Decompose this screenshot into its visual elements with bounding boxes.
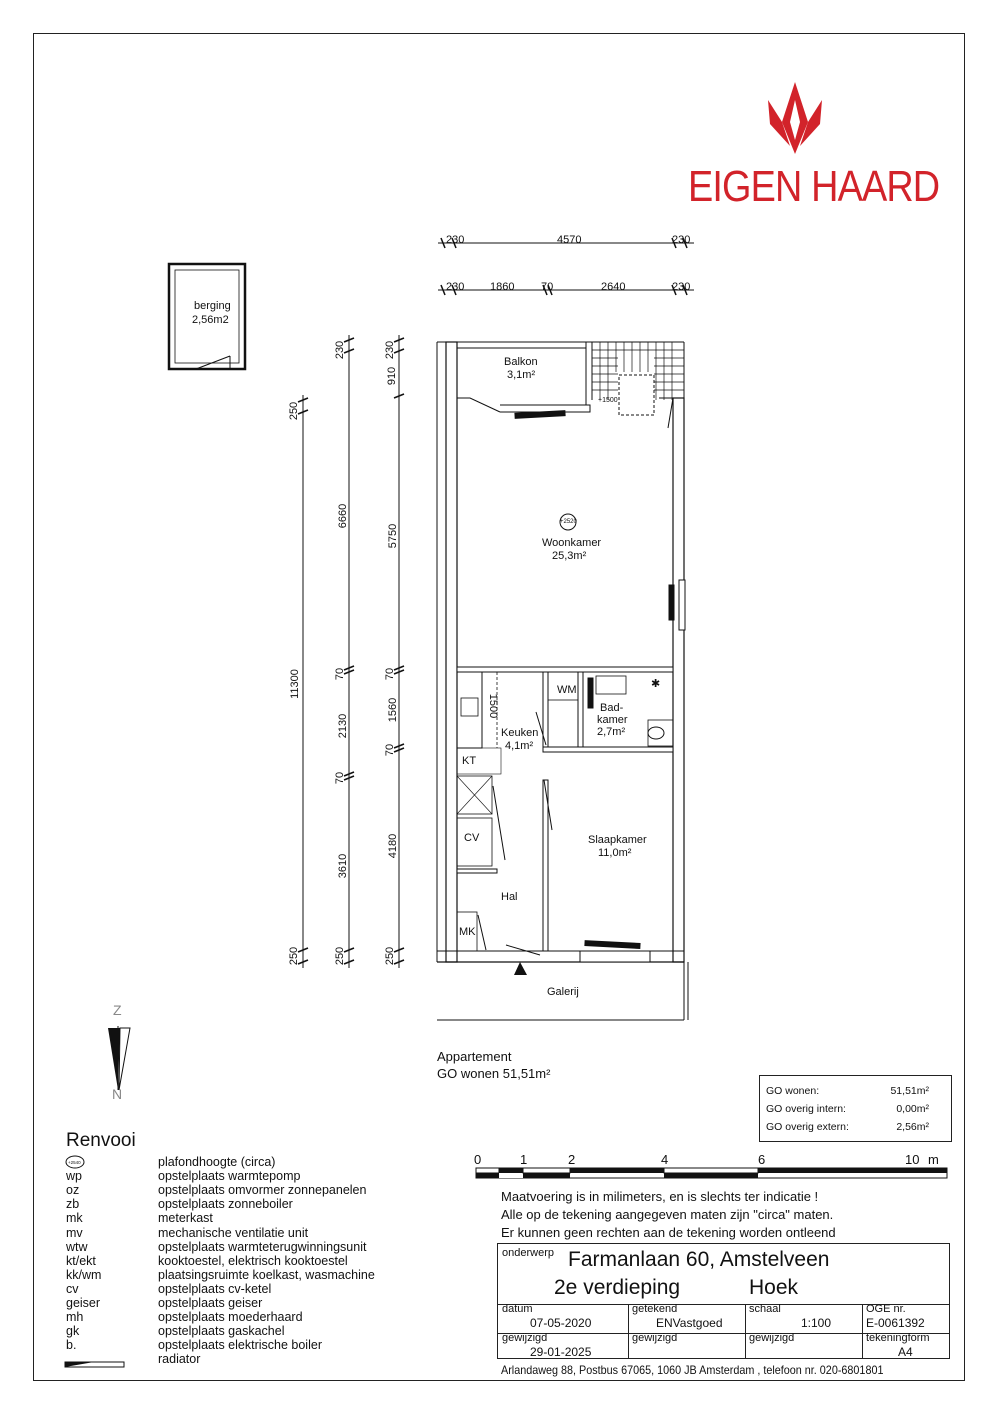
kt-label: KT <box>462 755 477 767</box>
dim-left3-f: 70 <box>384 743 397 757</box>
renvooi-desc: opstelplaats elektrische boiler <box>158 1338 322 1353</box>
area-summary <box>759 1075 952 1142</box>
mk-label: MK <box>459 926 476 938</box>
renvooi-desc: opstelplaats warmteterugwinningsunit <box>158 1239 367 1254</box>
dim-top2-d: 2640 <box>601 281 626 293</box>
dim-left2-f: 3610 <box>337 853 350 879</box>
radiator-icon <box>64 1360 126 1370</box>
scale-tick-10: 10 <box>905 1152 920 1167</box>
oge-label: OGE nr. <box>866 1303 906 1315</box>
scale-tick-2: 2 <box>568 1152 576 1167</box>
renvooi-code: b. <box>66 1338 77 1353</box>
datum-label: datum <box>502 1303 533 1315</box>
ceiling-height: +2520 <box>560 519 577 525</box>
summary-value: 51,51m² <box>890 1085 929 1097</box>
brand-name: EIGEN HAARD <box>688 162 940 211</box>
dim-left1-c: 250 <box>288 946 301 966</box>
compass-bottom: N <box>112 1086 123 1102</box>
slaapkamer-label: Slaapkamer <box>588 834 647 846</box>
storage-label: berging <box>194 300 231 312</box>
woonkamer-area: 25,3m² <box>552 550 587 562</box>
renvooi-code: wp <box>66 1169 82 1184</box>
schaal-label: schaal <box>749 1303 781 1315</box>
dim-left3-d: 70 <box>384 667 397 681</box>
scale-tick-4: 4 <box>661 1152 669 1167</box>
renvooi-desc: opstelplaats warmtepomp <box>158 1169 301 1184</box>
storage-area: 2,56m2 <box>192 314 229 326</box>
summary-label: GO overig intern: <box>766 1103 846 1115</box>
gewijzigd-value: 29-01-2025 <box>530 1345 592 1359</box>
renvooi-code: kt/ekt <box>66 1253 96 1268</box>
renvooi-desc: opstelplaats moederhaard <box>158 1310 303 1325</box>
getekend-value: ENVastgoed <box>656 1316 723 1330</box>
address: Farmanlaan 60, Amstelveen <box>568 1248 830 1271</box>
dim-top1-a: 230 <box>446 234 465 246</box>
scale-tick-1: 1 <box>520 1152 528 1167</box>
scale-tick-6: 6 <box>758 1152 766 1167</box>
badkamer-label-1: Bad- <box>600 702 624 714</box>
dim-top2-a: 230 <box>446 281 465 293</box>
ceiling-height-icon <box>64 1154 86 1170</box>
dim-left3-c: 5750 <box>387 523 400 549</box>
renvooi-title: Renvooi <box>66 1130 136 1151</box>
renvooi-desc: opstelplaats geiser <box>158 1296 263 1310</box>
renvooi-desc: opstelplaats zonneboiler <box>158 1197 293 1212</box>
disclaimer-line-2: Alle op de tekening aangegeven maten zijn "circa" maten. <box>501 1207 834 1222</box>
dim-left1-b: 11300 <box>288 669 301 699</box>
scale-bar <box>470 1150 960 1190</box>
gewijzigd3-label: gewijzigd <box>749 1332 795 1344</box>
dim-left2-d: 2130 <box>337 713 350 739</box>
disclaimer-line-3: Er kunnen geen rechten aan de tekening worden ontleend <box>501 1225 836 1240</box>
building-type: Hoek <box>749 1276 799 1299</box>
summary-row <box>766 1103 929 1115</box>
renvooi-code: gk <box>66 1324 80 1339</box>
dim-left2-g: 250 <box>334 946 347 966</box>
galerij-label: Galerij <box>547 986 579 998</box>
summary-label: GO wonen: <box>766 1085 820 1097</box>
dim-top2-e: 230 <box>672 281 691 293</box>
balkon-label: Balkon <box>504 356 538 368</box>
balkon-area: 3,1m² <box>507 369 536 381</box>
renvooi-code: mh <box>66 1310 84 1325</box>
dim-left3-h: 250 <box>384 946 397 966</box>
apartment-type: Appartement <box>437 1049 512 1064</box>
gewijzigd2-label: gewijzigd <box>632 1332 678 1344</box>
renvooi-code: mk <box>66 1211 83 1226</box>
onderwerp-label: onderwerp <box>502 1247 554 1259</box>
summary-row <box>766 1085 929 1097</box>
dim-left2-c: 70 <box>334 667 347 681</box>
renvooi-desc: plaatsingsruimte koelkast, wasmachine <box>158 1267 375 1282</box>
renvooi-desc: opstelplaats omvormer zonnepanelen <box>158 1183 367 1198</box>
dim-left3-e: 1560 <box>387 697 400 723</box>
dim-left2-a: 230 <box>334 340 347 360</box>
renvooi-desc: opstelplaats gaskachel <box>158 1324 285 1339</box>
dim-top1-c: 230 <box>672 234 691 246</box>
compass-top: Z <box>113 1002 122 1018</box>
renvooi-desc: opstelplaats cv-ketel <box>158 1281 272 1296</box>
bathroom-fan-symbol: ✱ <box>651 678 661 690</box>
oge-value: E-0061392 <box>866 1316 925 1330</box>
wm-label: WM <box>557 684 577 696</box>
schaal-value: 1:100 <box>801 1316 832 1330</box>
renvooi-code: geiser <box>66 1296 101 1310</box>
dim-top2-b: 1860 <box>490 281 515 293</box>
slaapkamer-area: 11,0m² <box>598 847 632 859</box>
keuken-label: Keuken <box>501 727 539 739</box>
gewijzigd-label: gewijzigd <box>502 1332 548 1344</box>
cv-label: CV <box>464 832 480 844</box>
renvooi-desc: meterkast <box>158 1211 213 1226</box>
datum-value: 07-05-2020 <box>530 1316 592 1330</box>
scale-tick-0: 0 <box>474 1152 482 1167</box>
balcony-height: +1500 <box>598 397 618 404</box>
keuken-area: 4,1m² <box>505 740 534 752</box>
renvooi-desc: plafondhoogte (circa) <box>158 1155 276 1169</box>
scale-unit: m <box>928 1152 939 1167</box>
dim-left1-a: 250 <box>288 401 301 421</box>
badkamer-label-2: kamer <box>597 714 628 726</box>
renvooi-code: zb <box>66 1197 80 1212</box>
title-block <box>497 1243 950 1359</box>
getekend-label: getekend <box>632 1303 678 1315</box>
dim-kitchen-counter: 1500 <box>487 693 500 719</box>
summary-row <box>766 1121 929 1133</box>
renvooi-code: mv <box>66 1225 83 1240</box>
dim-left3-b: 910 <box>386 366 399 386</box>
floor: 2e verdieping <box>554 1276 681 1299</box>
renvooi-code: kk/wm <box>66 1267 102 1282</box>
tekeningform-label: tekeningform <box>866 1332 930 1344</box>
woonkamer-label: Woonkamer <box>542 537 602 549</box>
ceiling-height-icon-label: +2540 <box>68 1160 81 1165</box>
summary-value: 0,00m² <box>896 1103 929 1115</box>
dim-top1-b: 4570 <box>557 234 582 246</box>
badkamer-area: 2,7m² <box>597 726 626 738</box>
dim-left2-e: 70 <box>334 771 347 785</box>
summary-label: GO overig extern: <box>766 1121 849 1133</box>
summary-value: 2,56m² <box>896 1121 929 1133</box>
dim-left3-a: 230 <box>384 340 397 360</box>
dim-left3-g: 4180 <box>387 833 400 859</box>
renvooi-code: cv <box>66 1281 79 1296</box>
tekeningform-value: A4 <box>898 1345 913 1359</box>
hal-label: Hal <box>501 891 518 903</box>
renvooi-desc: kooktoestel, elektrisch kooktoestel <box>158 1253 348 1268</box>
footer-address: Arlandaweg 88, Postbus 67065, 1060 JB Amsterdam , telefoon nr. 020-6801801 <box>501 1363 884 1377</box>
renvooi-code: wtw <box>66 1239 88 1254</box>
renvooi-desc: radiator <box>158 1352 201 1367</box>
renvooi-code: oz <box>66 1183 80 1198</box>
renvooi-desc: mechanische ventilatie unit <box>158 1225 309 1240</box>
dim-top2-c: 70 <box>541 281 554 293</box>
apartment-area: GO wonen 51,51m² <box>437 1066 551 1081</box>
disclaimer-line-1: Maatvoering is in milimeters, en is slechts ter indicatie ! <box>501 1189 819 1204</box>
dim-left2-b: 6660 <box>337 503 350 529</box>
